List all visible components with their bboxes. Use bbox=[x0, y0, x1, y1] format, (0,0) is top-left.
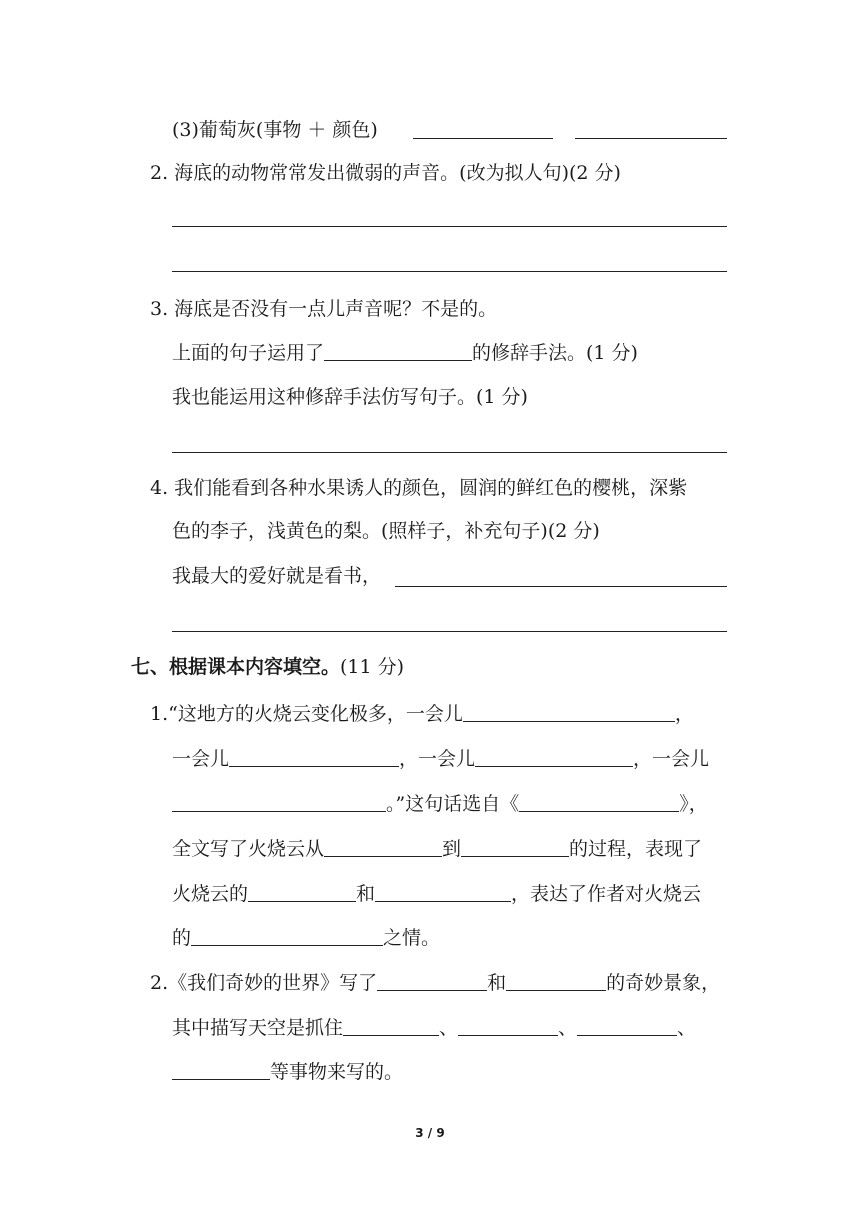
s7-question-1-line-6 bbox=[172, 926, 440, 950]
question-3-line-1 bbox=[172, 341, 638, 365]
answer-blank[interactable] bbox=[248, 882, 356, 902]
s7-question-1-line-5 bbox=[172, 882, 701, 906]
text-segment: 2.《我们奇妙的世界》写了 bbox=[150, 972, 378, 994]
answer-blank[interactable] bbox=[324, 341, 472, 361]
question-4-line-3 bbox=[172, 564, 381, 588]
q3-item-label: (3)葡萄灰(事物 ＋ 颜色) bbox=[172, 119, 378, 141]
text-segment: 、 bbox=[439, 1017, 459, 1039]
text-segment: 1.“这地方的火烧云变化极多，一会儿 bbox=[150, 703, 463, 725]
page-number: 3 / 9 bbox=[415, 1126, 445, 1140]
s7-question-1-line-3 bbox=[172, 792, 708, 816]
question-4-text: 色的李子，浅黄色的梨。(照样子，补充句子)(2 分) bbox=[172, 520, 600, 542]
question-3 bbox=[150, 297, 497, 321]
question-2-text: 2. 海底的动物常常发出微弱的声音。(改为拟人句)(2 分) bbox=[150, 162, 621, 184]
answer-blank[interactable] bbox=[377, 971, 487, 991]
s7-question-2-line-3 bbox=[172, 1060, 403, 1084]
answer-blank[interactable] bbox=[413, 138, 553, 139]
answer-blank[interactable] bbox=[475, 747, 633, 767]
section-7-title: 七、根据课本内容填空。 bbox=[131, 656, 341, 678]
answer-line[interactable] bbox=[172, 271, 727, 272]
answer-blank[interactable] bbox=[458, 1016, 558, 1036]
text-segment: 的奇妙景象， bbox=[606, 972, 721, 994]
text-segment: 。”这句话选自《 bbox=[386, 793, 520, 815]
text-segment: 其中描写天空是抓住 bbox=[172, 1017, 344, 1039]
question-4-text: 4. 我们能看到各种水果诱人的颜色，圆润的鲜红色的樱桃，深紫 bbox=[150, 477, 688, 499]
text-segment: 之情。 bbox=[383, 927, 441, 949]
q3-item-line bbox=[172, 118, 378, 142]
s7-question-1-line-1 bbox=[150, 702, 694, 726]
answer-blank[interactable] bbox=[191, 926, 383, 946]
s7-question-2-line-1 bbox=[150, 971, 720, 995]
text-segment: ，一会儿 bbox=[633, 748, 710, 770]
text-segment: 一会儿 bbox=[172, 748, 230, 770]
text-segment: 、 bbox=[677, 1017, 697, 1039]
answer-blank[interactable] bbox=[172, 792, 386, 812]
s7-question-2-line-2 bbox=[172, 1016, 696, 1040]
text-segment: 、 bbox=[558, 1017, 578, 1039]
section-7-score: (11 分) bbox=[340, 656, 405, 678]
text-segment: 和 bbox=[487, 972, 507, 994]
question-3-text-after: 的修辞手法。(1 分) bbox=[472, 342, 638, 364]
answer-blank[interactable] bbox=[324, 837, 442, 857]
text-segment: 的过程，表现了 bbox=[569, 838, 703, 860]
s7-question-1-line-2 bbox=[172, 747, 709, 771]
answer-blank[interactable] bbox=[506, 971, 606, 991]
question-3-instruction: 我也能运用这种修辞手法仿写句子。(1 分) bbox=[172, 386, 528, 408]
text-segment: 火烧云的 bbox=[172, 883, 249, 905]
question-3-text-before: 上面的句子运用了 bbox=[172, 342, 325, 364]
question-4-line-1 bbox=[150, 476, 687, 500]
answer-line[interactable] bbox=[172, 452, 727, 453]
s7-question-1-line-4 bbox=[172, 837, 702, 861]
text-segment: 和 bbox=[356, 883, 376, 905]
text-segment: 全文写了火烧云从 bbox=[172, 838, 325, 860]
text-segment: 》， bbox=[679, 793, 708, 815]
answer-blank[interactable] bbox=[519, 792, 679, 812]
text-segment: 到 bbox=[442, 838, 462, 860]
answer-blank[interactable] bbox=[463, 702, 675, 722]
answer-blank[interactable] bbox=[395, 586, 727, 587]
answer-line[interactable] bbox=[172, 226, 727, 227]
answer-blank[interactable] bbox=[577, 1016, 677, 1036]
answer-line[interactable] bbox=[172, 631, 727, 632]
answer-blank[interactable] bbox=[375, 882, 511, 902]
answer-blank[interactable] bbox=[575, 138, 727, 139]
answer-blank[interactable] bbox=[172, 1060, 270, 1080]
text-segment: 等事物来写的。 bbox=[270, 1061, 404, 1083]
text-segment: ，一会儿 bbox=[399, 748, 476, 770]
answer-blank[interactable] bbox=[343, 1016, 439, 1036]
answer-blank[interactable] bbox=[229, 747, 399, 767]
text-segment: 的 bbox=[172, 927, 192, 949]
question-4-line-2 bbox=[172, 519, 600, 543]
question-3-line-2 bbox=[172, 385, 528, 409]
text-segment: ，表达了作者对火烧云 bbox=[511, 883, 702, 905]
text-segment: ， bbox=[674, 703, 694, 725]
section-7-heading bbox=[131, 655, 404, 679]
question-4-prompt: 我最大的爱好就是看书， bbox=[172, 565, 382, 587]
answer-blank[interactable] bbox=[461, 837, 569, 857]
question-2 bbox=[150, 161, 621, 185]
question-3-text: 3. 海底是否没有一点儿声音呢？不是的。 bbox=[150, 298, 498, 320]
